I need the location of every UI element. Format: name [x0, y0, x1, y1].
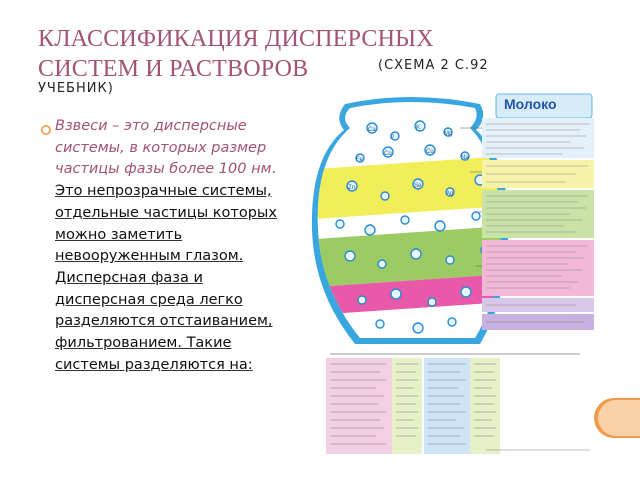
symbol-se: Se	[414, 183, 422, 189]
textbook-reference-cont: УЧЕБНИК)	[38, 81, 114, 96]
suspension-definition: Взвеси – это дисперсные системы, в которых размер частицы фазы более 100 нм	[55, 118, 272, 178]
nutrient-table	[326, 354, 590, 454]
symbol-zn: Zn	[348, 185, 356, 191]
symbol-fe: Fe	[356, 157, 364, 163]
symbol-cu: Cu	[426, 149, 434, 155]
body-text	[55, 116, 295, 376]
symbol-k: K	[416, 125, 421, 131]
symbol-na: Na	[461, 155, 469, 161]
milk-label: Молоко	[504, 96, 557, 112]
symbol-mg: Mg	[444, 131, 453, 137]
symbol-p: P	[390, 135, 395, 141]
slide-title	[38, 24, 508, 84]
title-line-1: КЛАССИФИКАЦИЯ ДИСПЕРСНЫХ	[38, 26, 434, 52]
symbol-ag: Ag	[446, 191, 454, 197]
milk-composition-illustration	[300, 88, 596, 460]
definition-period: .	[271, 161, 277, 178]
suspension-description: Это непрозрачные системы, отдельные частицы которых можно заметить невооруженным глазом. Дисперсная фаза и дисперсная среда легко разделяются отстаиванием, фильтрованием. Такие системы разделяются на:	[55, 183, 277, 373]
textbook-reference: (СХЕМА 2 С.92	[378, 58, 489, 73]
corner-accent-inner	[598, 400, 640, 436]
title-line-2: СИСТЕМ И РАСТВОРОВ	[38, 56, 309, 82]
bullet-icon	[40, 124, 52, 136]
symbol-ca: Ca	[368, 127, 376, 133]
symbol-co: Co	[384, 151, 392, 157]
